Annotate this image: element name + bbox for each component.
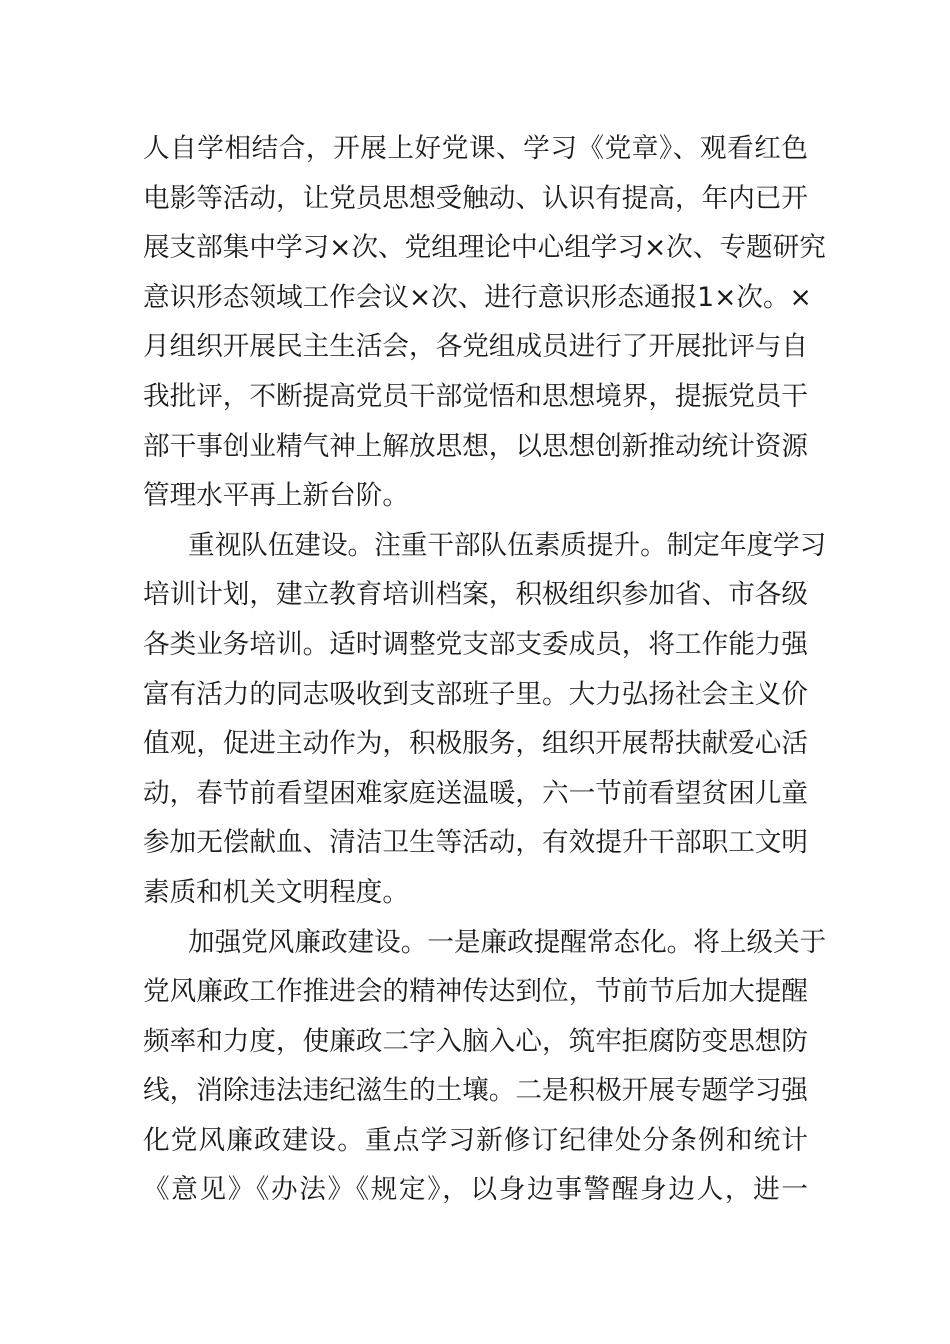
text-line: 富有活力的同志吸收到支部班子里。大力弘扬社会主义价 <box>143 678 808 710</box>
text-line: 我批评，不断提高党员干部觉悟和思想境界，提振党员干 <box>143 380 808 412</box>
text-line: 素质和机关文明程度。 <box>143 876 409 908</box>
text-line: 电影等活动，让党员思想受触动、认识有提高，年内已开 <box>143 182 808 214</box>
text-line: 部干事创业精气神上解放思想，以思想创新推动统计资源 <box>143 430 808 462</box>
text-line: 《意见》《办法》《规定》，以身边事警醒身边人，进一 <box>143 1174 808 1206</box>
paragraph-integrity-building <box>143 918 827 1216</box>
text-line: 意识形态领域工作会议×次、进行意识形态通报1×次。× <box>143 281 812 313</box>
document-body <box>143 124 827 1215</box>
paragraph-team-building <box>143 521 827 918</box>
text-line: 加强党风廉政建设。一是廉政提醒常态化。将上级关于 <box>188 926 827 958</box>
text-line: 重视队伍建设。注重干部队伍素质提升。制定年度学习 <box>188 529 827 561</box>
text-line: 月组织开展民主生活会，各党组成员进行了开展批评与自 <box>143 331 808 363</box>
text-line: 参加无偿献血、清洁卫生等活动，有效提升干部职工文明 <box>143 827 808 859</box>
text-line: 培训计划，建立教育培训档案，积极组织参加省、市各级 <box>143 579 808 611</box>
text-line: 展支部集中学习×次、党组理论中心组学习×次、专题研究 <box>143 232 826 264</box>
text-line: 线，消除违法违纪滋生的土壤。二是积极开展专题学习强 <box>143 1075 808 1107</box>
text-line: 人自学相结合，开展上好党课、学习《党章》、观看红色 <box>143 133 808 164</box>
text-line: 各类业务培训。适时调整党支部支委成员，将工作能力强 <box>143 628 808 660</box>
text-line: 管理水平再上新台阶。 <box>143 480 409 512</box>
text-line: 频率和力度，使廉政二字入脑入心，筑牢拒腐防变思想防 <box>143 1025 808 1057</box>
text-line: 党风廉政工作推进会的精神传达到位，节前节后加大提醒 <box>143 976 808 1008</box>
text-line: 值观，促进主动作为，积极服务，组织开展帮扶献爱心活 <box>143 728 808 760</box>
paragraph-continuation <box>143 124 826 521</box>
text-line: 化党风廉政建设。重点学习新修订纪律处分条例和统计 <box>143 1124 808 1156</box>
text-line: 动，春节前看望困难家庭送温暖，六一节前看望贫困儿童 <box>143 777 808 809</box>
